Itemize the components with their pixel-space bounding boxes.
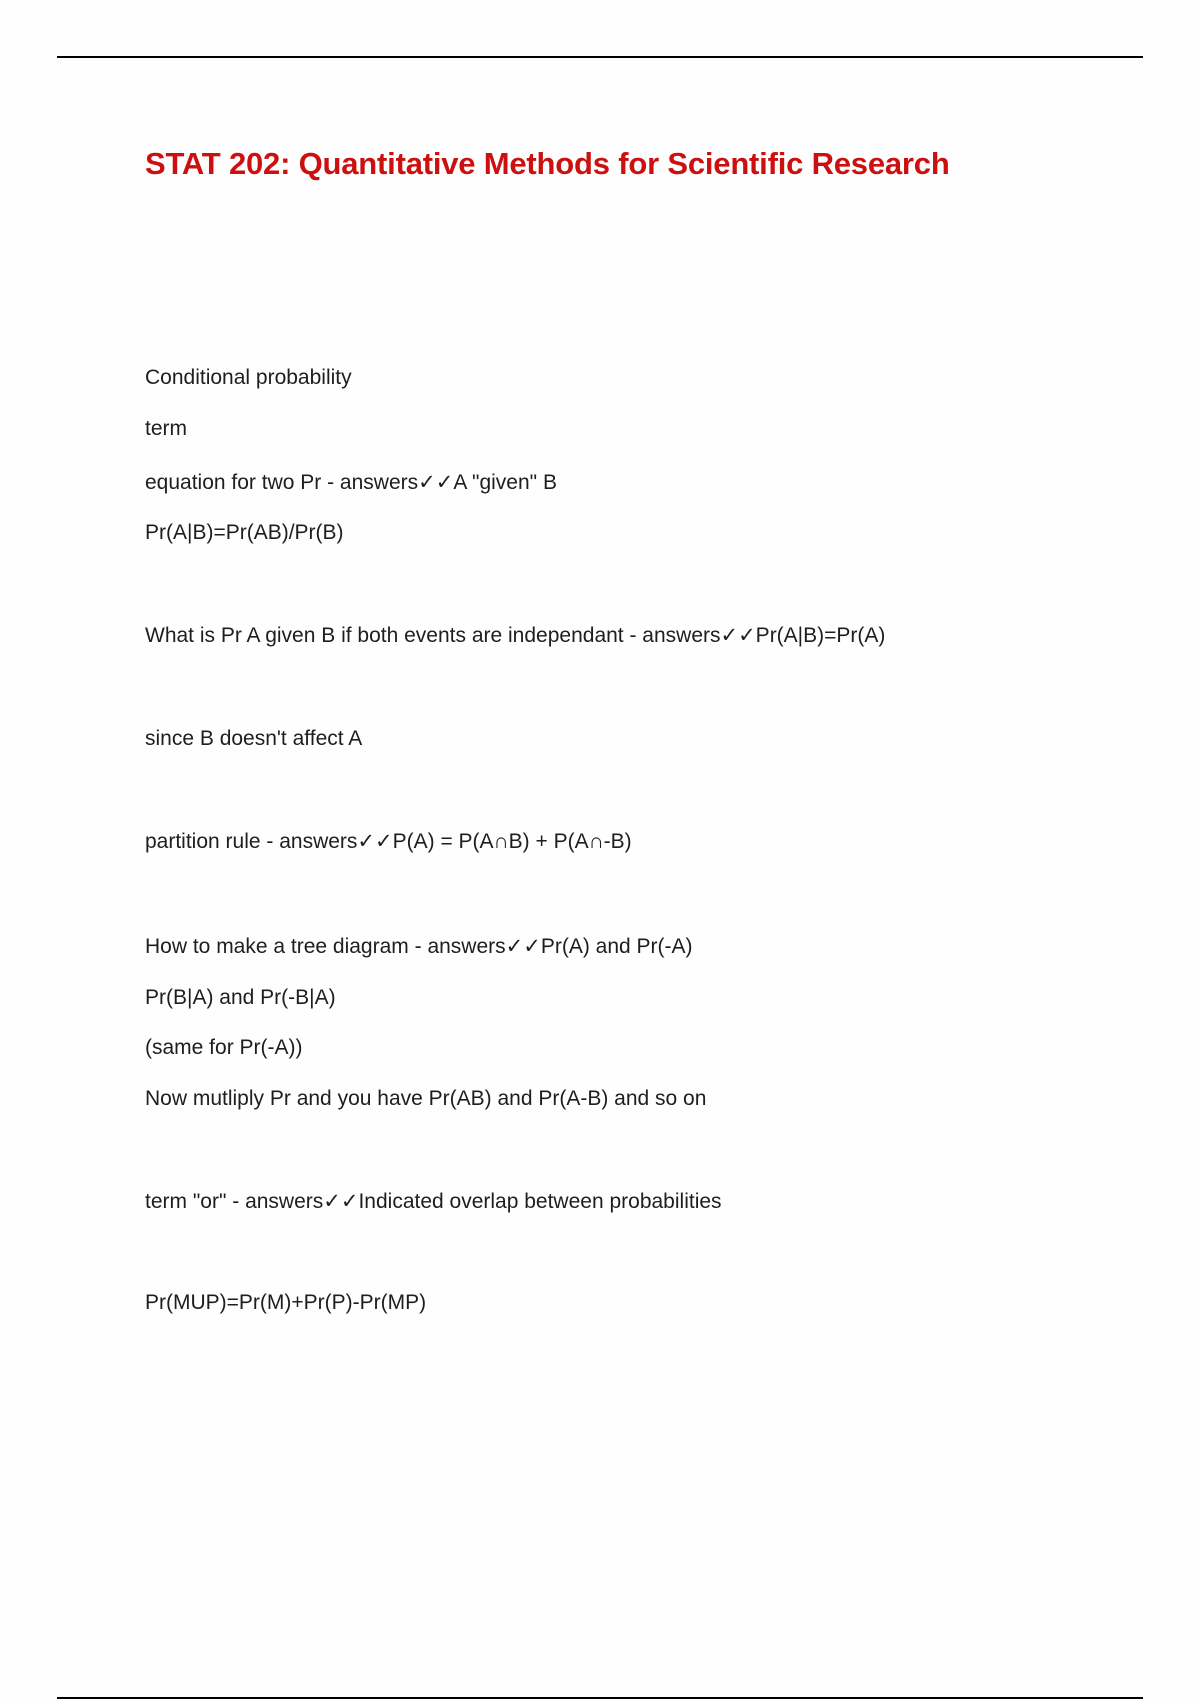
line-independent-events: What is Pr A given B if both events are independant - answers✓✓Pr(A|B)=Pr(A) bbox=[145, 624, 886, 647]
line-pr-a-given-b-formula: Pr(A|B)=Pr(AB)/Pr(B) bbox=[145, 521, 344, 544]
line-tree-diagram: How to make a tree diagram - answers✓✓Pr(A) and Pr(-A) bbox=[145, 935, 693, 958]
line-same-for-pr-not-a: (same for Pr(-A)) bbox=[145, 1036, 303, 1059]
line-pr-b-given-a: Pr(B|A) and Pr(-B|A) bbox=[145, 986, 336, 1009]
line-term-or: term "or" - answers✓✓Indicated overlap between probabilities bbox=[145, 1190, 722, 1213]
line-union-formula: Pr(MUP)=Pr(M)+Pr(P)-Pr(MP) bbox=[145, 1291, 427, 1314]
line-multiply-pr: Now mutliply Pr and you have Pr(AB) and Pr(A-B) and so on bbox=[145, 1087, 707, 1110]
line-b-doesnt-affect-a: since B doesn't affect A bbox=[145, 727, 363, 750]
line-conditional-probability: Conditional probability bbox=[145, 366, 352, 389]
bottom-rule bbox=[57, 1697, 1143, 1699]
line-equation-two-pr: equation for two Pr - answers✓✓A "given" B bbox=[145, 471, 557, 494]
document-title: STAT 202: Quantitative Methods for Scientific Research bbox=[145, 146, 950, 181]
line-partition-rule: partition rule - answers✓✓P(A) = P(A∩B) + P(A∩-B) bbox=[145, 830, 632, 853]
top-rule bbox=[57, 56, 1143, 58]
line-term: term bbox=[145, 417, 187, 440]
